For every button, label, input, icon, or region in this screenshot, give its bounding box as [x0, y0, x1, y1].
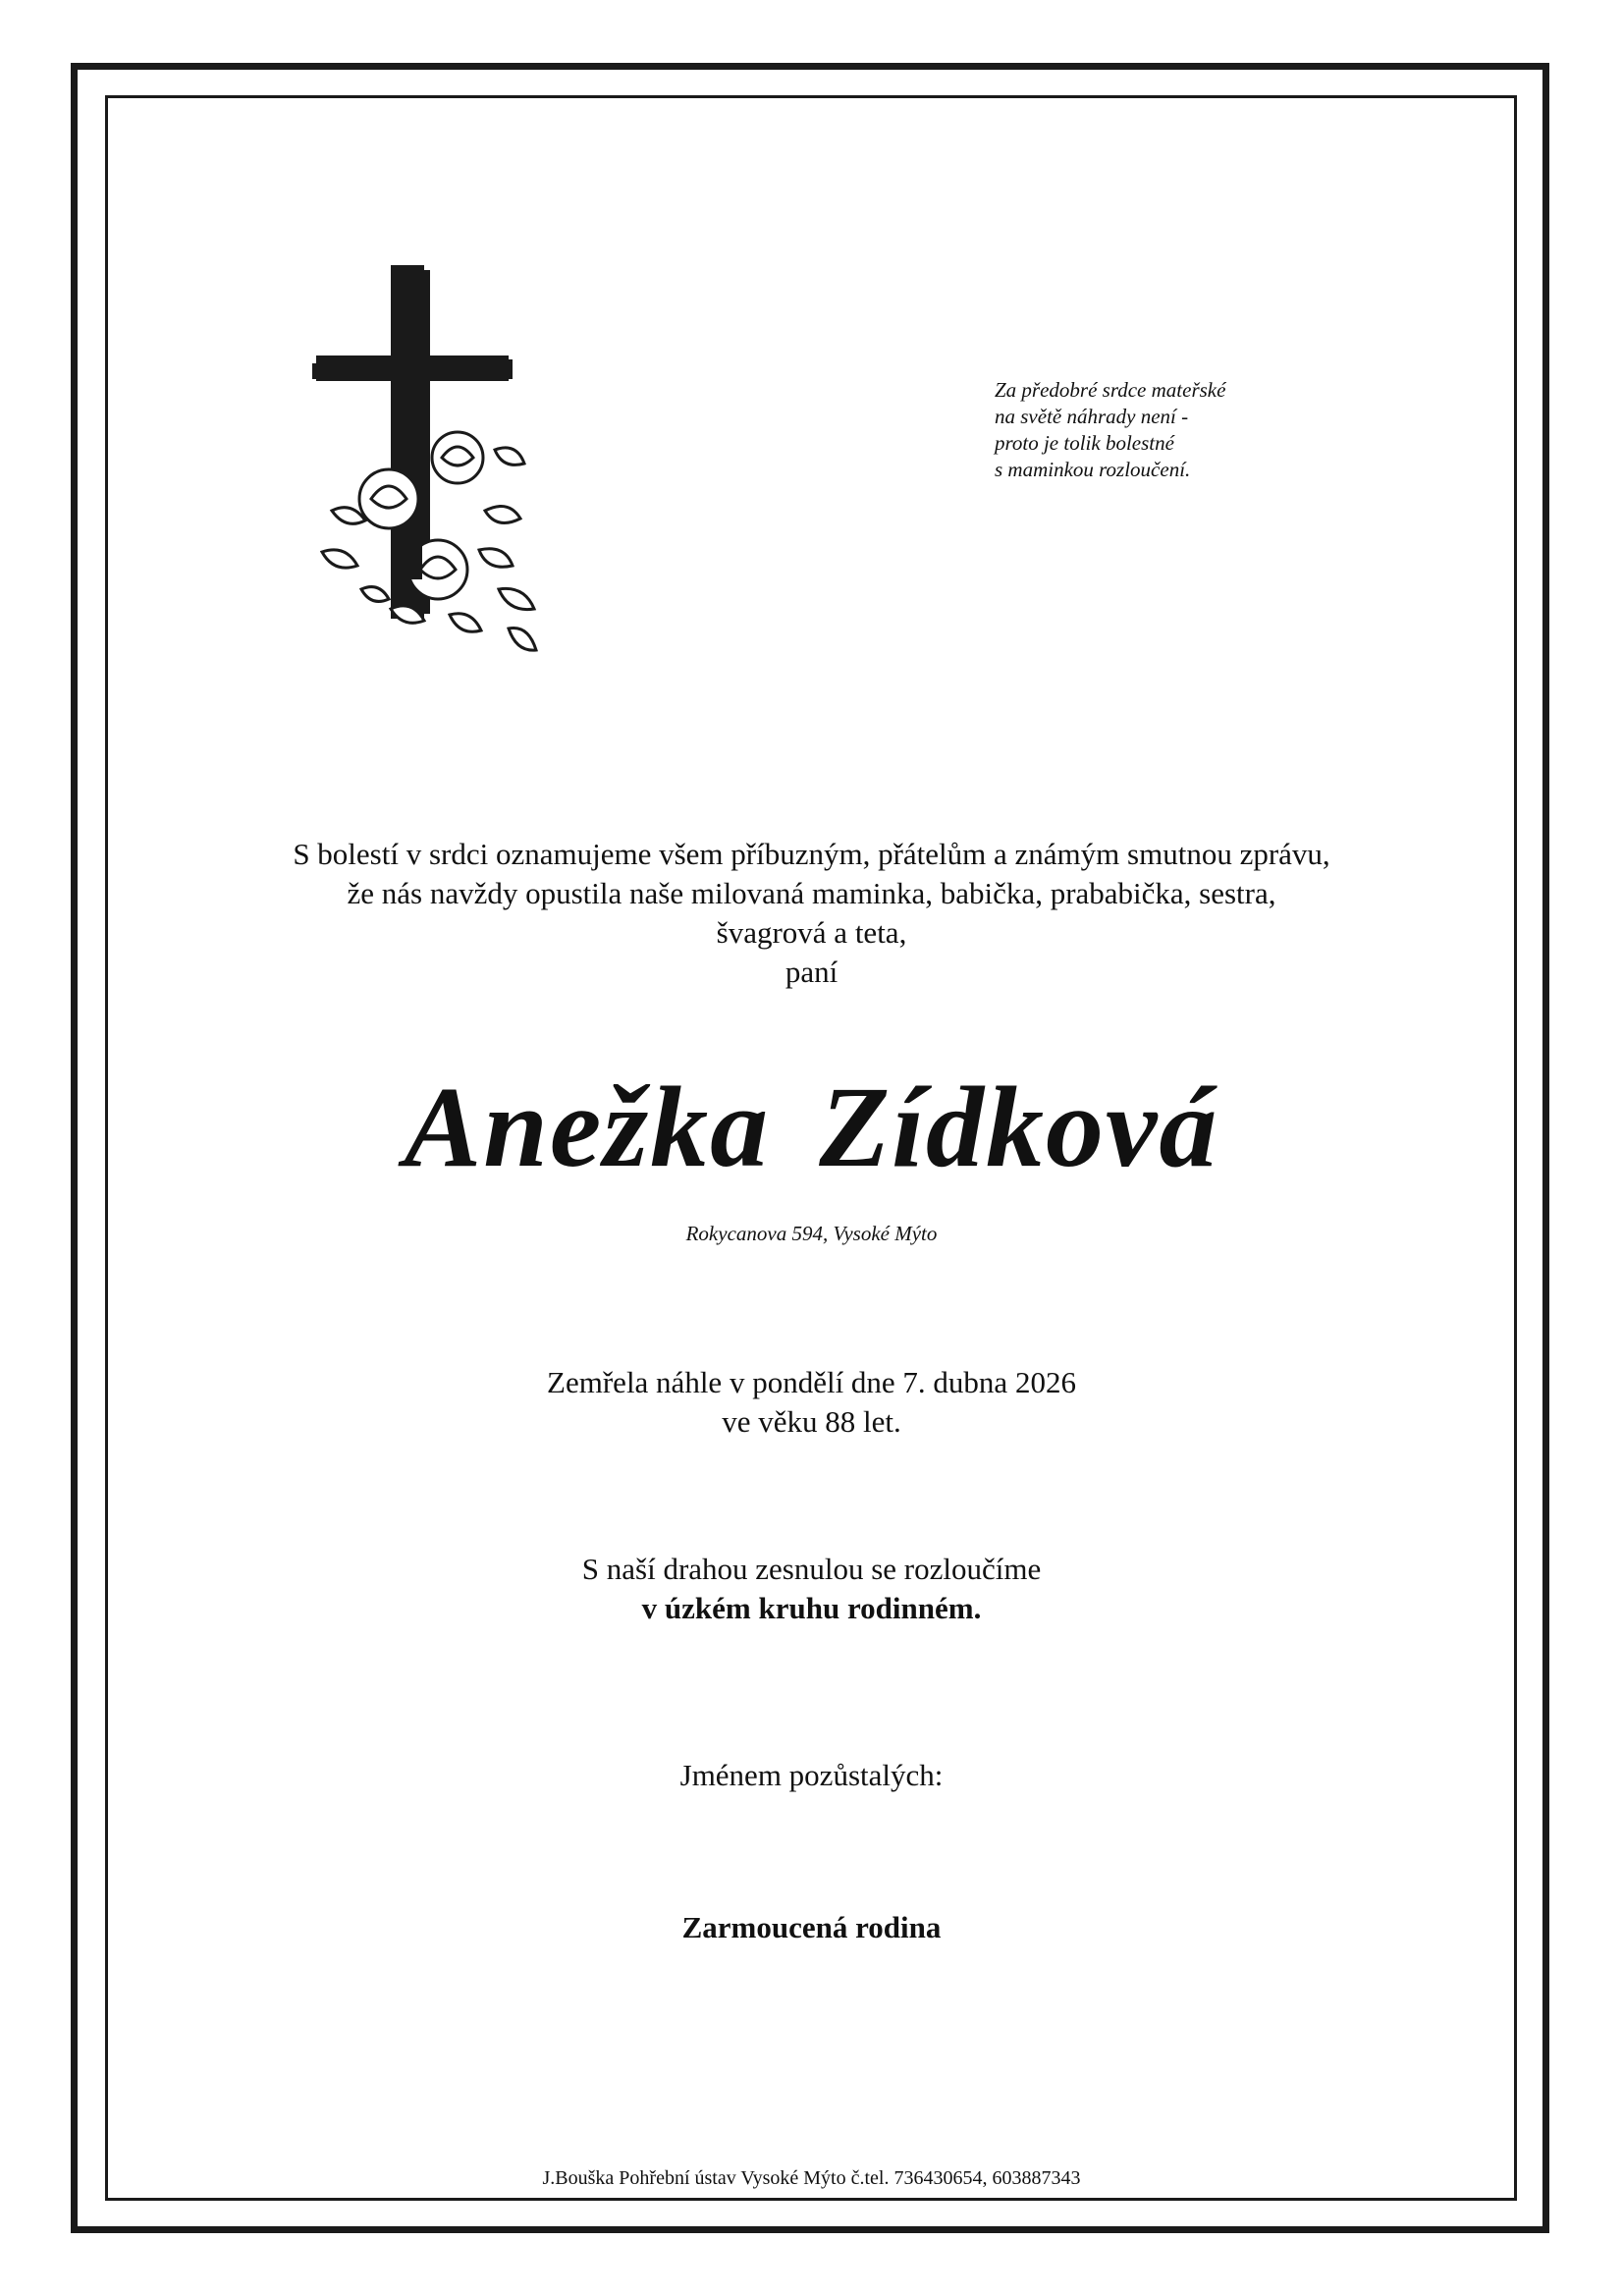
announcement-line: švagrová a teta, [716, 915, 907, 950]
cross-with-roses-icon [312, 265, 568, 658]
announcement-line: že nás navždy opustila naše milovaná maminka, babička, prababička, sestra, [347, 876, 1276, 910]
behalf-label: Jménem pozůstalých: [679, 1758, 944, 1792]
poem-line: Za předobré srdce mateřské [995, 378, 1226, 402]
death-info [0, 1363, 1623, 1442]
deceased-name [0, 1059, 1623, 1196]
announcement-line: S bolestí v srdci oznamujeme všem příbuzným, přátelům a známým smutnou zprávu, [293, 837, 1330, 871]
announcement-line: paní [784, 955, 839, 989]
poem-line: proto je tolik bolestné [995, 431, 1174, 455]
family-signature: Zarmoucená rodina [681, 1910, 942, 1944]
farewell-line-bold: v úzkém kruhu rodinném. [641, 1591, 982, 1625]
first-name: Anežka [404, 1063, 771, 1191]
farewell [0, 1550, 1623, 1628]
farewell-line: S naší drahou zesnulou se rozloučíme [581, 1552, 1042, 1586]
announcement [0, 835, 1623, 992]
poem-line: s maminkou rozloučení. [995, 458, 1191, 481]
funeral-home-footer: J.Bouška Pohřební ústav Vysoké Mýto č.tel. 736430654, 603887343 [542, 2167, 1081, 2189]
poem-line: na světě náhrady není - [995, 405, 1189, 428]
death-info-line: Zemřela náhle v pondělí dne 7. dubna 2026 [547, 1365, 1076, 1399]
deceased-address: Rokycanova 594, Vysoké Mýto [685, 1222, 938, 1245]
death-info-line: ve věku 88 let. [722, 1404, 901, 1439]
last-name: Zídková [819, 1063, 1219, 1191]
poem [995, 377, 1309, 483]
